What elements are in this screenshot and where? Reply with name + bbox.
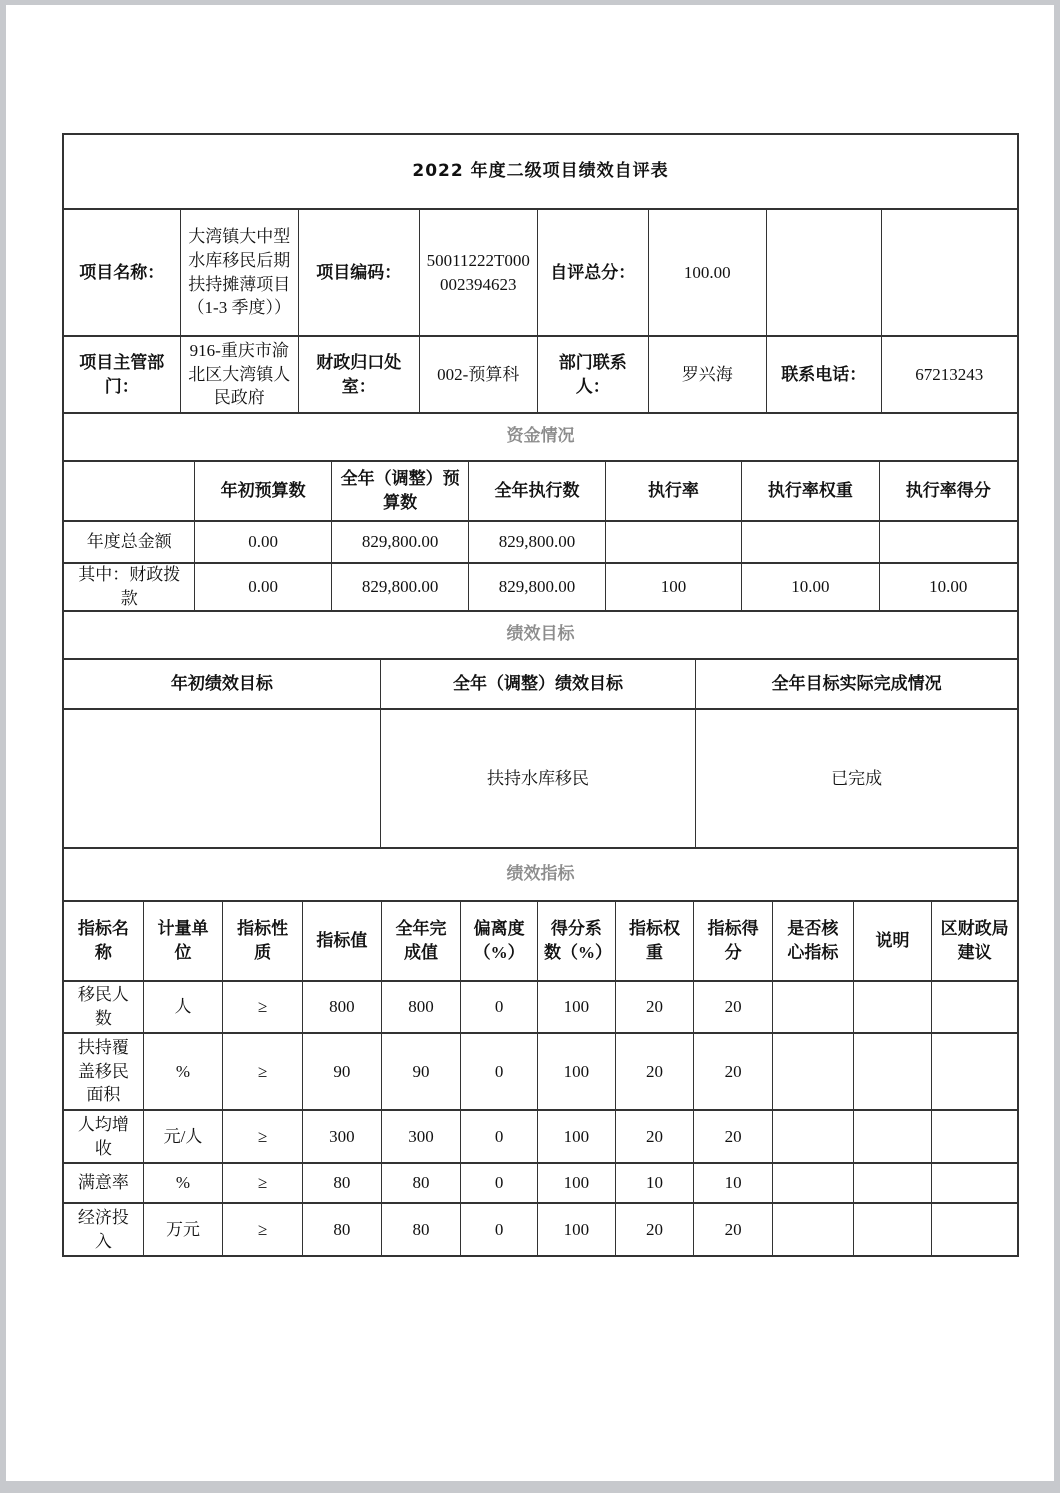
indicator-cell: 100 bbox=[537, 1204, 615, 1255]
goals-header-cell: 全年（调整）绩效目标 bbox=[380, 660, 696, 708]
dept-contact-label: 部门联系人： bbox=[537, 337, 648, 412]
indicator-name: 移民人数 bbox=[77, 985, 129, 1028]
funding-header-cell: 执行率得分 bbox=[879, 462, 1017, 520]
indicator-row-support-coverage bbox=[64, 1032, 1017, 1109]
funding-row-fiscal-allocation bbox=[64, 562, 1017, 610]
indicator-header-cell: 指标名称 bbox=[77, 919, 129, 962]
funding-cell: 100 bbox=[605, 564, 741, 610]
goals-header-cell: 全年目标实际完成情况 bbox=[695, 660, 1017, 708]
indicator-cell: ≥ bbox=[222, 1164, 302, 1202]
indicator-cell: 80 bbox=[302, 1204, 381, 1255]
competent-dept-label: 项目主管部门： bbox=[79, 352, 165, 396]
document-page bbox=[6, 5, 1054, 1481]
funding-header-cell: 全年（调整）预算数 bbox=[331, 462, 468, 520]
project-info-row-2 bbox=[64, 335, 1017, 412]
indicator-cell: 800 bbox=[381, 982, 461, 1032]
indicator-cell bbox=[853, 982, 932, 1032]
indicator-cell: 人 bbox=[143, 982, 223, 1032]
indicator-row-migrant-population bbox=[64, 980, 1017, 1032]
goal-completion-value: 已完成 bbox=[695, 710, 1017, 847]
goals-data-row bbox=[64, 708, 1017, 847]
self-score-value: 100.00 bbox=[648, 210, 767, 335]
indicator-cell: % bbox=[143, 1164, 223, 1202]
finance-office-value: 002-预算科 bbox=[419, 337, 538, 412]
indicator-header-cell: 指标性质 bbox=[222, 902, 302, 980]
goals-section-row bbox=[64, 610, 1017, 658]
indicator-header-cell: 区财政局建议 bbox=[931, 902, 1017, 980]
dept-contact-value: 罗兴海 bbox=[648, 337, 767, 412]
funding-cell: 10.00 bbox=[879, 564, 1017, 610]
indicator-cell: ≥ bbox=[222, 1204, 302, 1255]
funding-section-row bbox=[64, 412, 1017, 460]
indicator-cell: 100 bbox=[537, 1164, 615, 1202]
goals-header-cell: 年初绩效目标 bbox=[170, 674, 273, 694]
funding-row-annual-total bbox=[64, 520, 1017, 562]
indicator-header-cell: 全年完成值 bbox=[381, 902, 461, 980]
indicator-cell: 300 bbox=[302, 1111, 381, 1162]
indicator-cell: 0 bbox=[460, 982, 537, 1032]
phone-value: 67213243 bbox=[881, 337, 1017, 412]
project-name-value: 大湾镇大中型水库移民后期扶持摊薄项目（1-3 季度）） bbox=[180, 210, 299, 335]
indicator-cell bbox=[772, 1111, 853, 1162]
indicator-cell bbox=[931, 1164, 1017, 1202]
indicator-header-cell: 说明 bbox=[853, 902, 932, 980]
funding-cell: 0.00 bbox=[194, 564, 330, 610]
indicator-cell bbox=[853, 1204, 932, 1255]
funding-cell: 829,800.00 bbox=[468, 564, 604, 610]
indicator-cell: 20 bbox=[693, 982, 772, 1032]
indicator-row-income-increase bbox=[64, 1109, 1017, 1162]
funding-cell: 10.00 bbox=[741, 564, 878, 610]
indicator-cell: 100 bbox=[537, 982, 615, 1032]
indicator-cell: 100 bbox=[537, 1111, 615, 1162]
initial-goal-value bbox=[64, 710, 380, 847]
indicator-header-cell: 计量单位 bbox=[143, 902, 223, 980]
indicator-cell: 80 bbox=[302, 1164, 381, 1202]
indicators-section-row bbox=[64, 847, 1017, 900]
funding-header-empty bbox=[64, 462, 194, 520]
title-row bbox=[64, 135, 1017, 208]
indicator-cell: 10 bbox=[615, 1164, 694, 1202]
indicator-cell: 20 bbox=[615, 1034, 694, 1109]
self-evaluation-table bbox=[62, 133, 1019, 1257]
indicator-cell: 100 bbox=[537, 1034, 615, 1109]
indicator-cell: 0 bbox=[460, 1111, 537, 1162]
indicator-header-cell: 是否核心指标 bbox=[772, 902, 853, 980]
indicator-cell: 万元 bbox=[143, 1204, 223, 1255]
indicator-cell bbox=[853, 1034, 932, 1109]
funding-cell: 829,800.00 bbox=[468, 522, 604, 562]
project-info-row-1 bbox=[64, 208, 1017, 335]
indicator-cell: 90 bbox=[381, 1034, 461, 1109]
indicator-cell bbox=[931, 982, 1017, 1032]
adjusted-goal-value: 扶持水库移民 bbox=[380, 710, 696, 847]
indicator-cell: 800 bbox=[302, 982, 381, 1032]
indicator-cell: % bbox=[143, 1034, 223, 1109]
indicator-cell bbox=[931, 1204, 1017, 1255]
indicator-row-economic-investment bbox=[64, 1202, 1017, 1255]
funding-cell bbox=[741, 522, 878, 562]
indicator-cell: 20 bbox=[693, 1034, 772, 1109]
indicator-cell: ≥ bbox=[222, 982, 302, 1032]
funding-cell: 0.00 bbox=[194, 522, 330, 562]
funding-cell: 829,800.00 bbox=[331, 564, 468, 610]
funding-header-cell: 执行率 bbox=[605, 462, 741, 520]
competent-dept-value: 916-重庆市渝北区大湾镇人民政府 bbox=[180, 337, 299, 412]
indicator-header-cell: 指标值 bbox=[302, 902, 381, 980]
project-name-label: 项目名称： bbox=[79, 262, 165, 282]
indicators-header-row bbox=[64, 900, 1017, 980]
indicator-header-cell: 指标权重 bbox=[615, 902, 694, 980]
indicator-header-cell: 指标得分 bbox=[693, 902, 772, 980]
indicator-name: 扶持覆盖移民面积 bbox=[77, 1037, 129, 1105]
funding-section-title: 资金情况 bbox=[506, 426, 575, 447]
indicator-cell bbox=[772, 1204, 853, 1255]
funding-cell: 829,800.00 bbox=[331, 522, 468, 562]
indicator-cell: ≥ bbox=[222, 1034, 302, 1109]
finance-office-label: 财政归口处室： bbox=[298, 337, 418, 412]
funding-cell bbox=[879, 522, 1017, 562]
indicator-cell: 300 bbox=[381, 1111, 461, 1162]
goals-header-row bbox=[64, 658, 1017, 708]
funding-row-label: 年度总金额 bbox=[86, 532, 172, 552]
indicator-cell bbox=[772, 1164, 853, 1202]
indicator-cell bbox=[772, 982, 853, 1032]
indicator-cell: 0 bbox=[460, 1034, 537, 1109]
funding-header-cell: 全年执行数 bbox=[468, 462, 604, 520]
indicator-name: 经济投入 bbox=[77, 1207, 129, 1251]
funding-row-label: 其中：财政拨款 bbox=[78, 565, 181, 608]
indicator-name: 人均增收 bbox=[77, 1114, 129, 1158]
indicator-cell bbox=[931, 1034, 1017, 1109]
funding-header-cell: 年初预算数 bbox=[194, 462, 330, 520]
indicator-cell: 90 bbox=[302, 1034, 381, 1109]
document-title: 2022 年度二级项目绩效自评表 bbox=[412, 160, 669, 181]
indicator-cell: ≥ bbox=[222, 1111, 302, 1162]
indicator-cell: 20 bbox=[615, 982, 694, 1032]
indicator-cell: 元/人 bbox=[143, 1111, 223, 1162]
indicator-cell: 10 bbox=[693, 1164, 772, 1202]
funding-header-row bbox=[64, 460, 1017, 520]
indicators-section-title: 绩效指标 bbox=[506, 863, 575, 884]
project-code-value: 50011222T000002394623 bbox=[419, 210, 538, 335]
indicator-header-cell: 得分系数（%） bbox=[537, 902, 615, 980]
indicator-cell bbox=[772, 1034, 853, 1109]
indicator-cell: 20 bbox=[693, 1204, 772, 1255]
indicator-cell: 20 bbox=[615, 1204, 694, 1255]
funding-header-cell: 执行率权重 bbox=[741, 462, 878, 520]
indicator-cell: 0 bbox=[460, 1164, 537, 1202]
indicator-row-satisfaction bbox=[64, 1162, 1017, 1202]
indicator-cell bbox=[853, 1164, 932, 1202]
indicator-cell: 80 bbox=[381, 1204, 461, 1255]
goals-section-title: 绩效目标 bbox=[506, 624, 575, 645]
indicator-cell: 20 bbox=[693, 1111, 772, 1162]
indicator-cell bbox=[931, 1111, 1017, 1162]
project-code-label: 项目编码： bbox=[298, 210, 418, 335]
indicator-cell: 80 bbox=[381, 1164, 461, 1202]
funding-cell bbox=[605, 522, 741, 562]
indicator-name: 满意率 bbox=[77, 1173, 129, 1193]
indicator-cell: 0 bbox=[460, 1204, 537, 1255]
self-score-label: 自评总分： bbox=[537, 210, 648, 335]
empty-cell bbox=[766, 210, 881, 335]
indicator-header-cell: 偏离度（%） bbox=[460, 902, 537, 980]
phone-label: 联系电话： bbox=[766, 337, 881, 412]
indicator-cell bbox=[853, 1111, 932, 1162]
empty-cell bbox=[881, 210, 1017, 335]
indicator-cell: 20 bbox=[615, 1111, 694, 1162]
